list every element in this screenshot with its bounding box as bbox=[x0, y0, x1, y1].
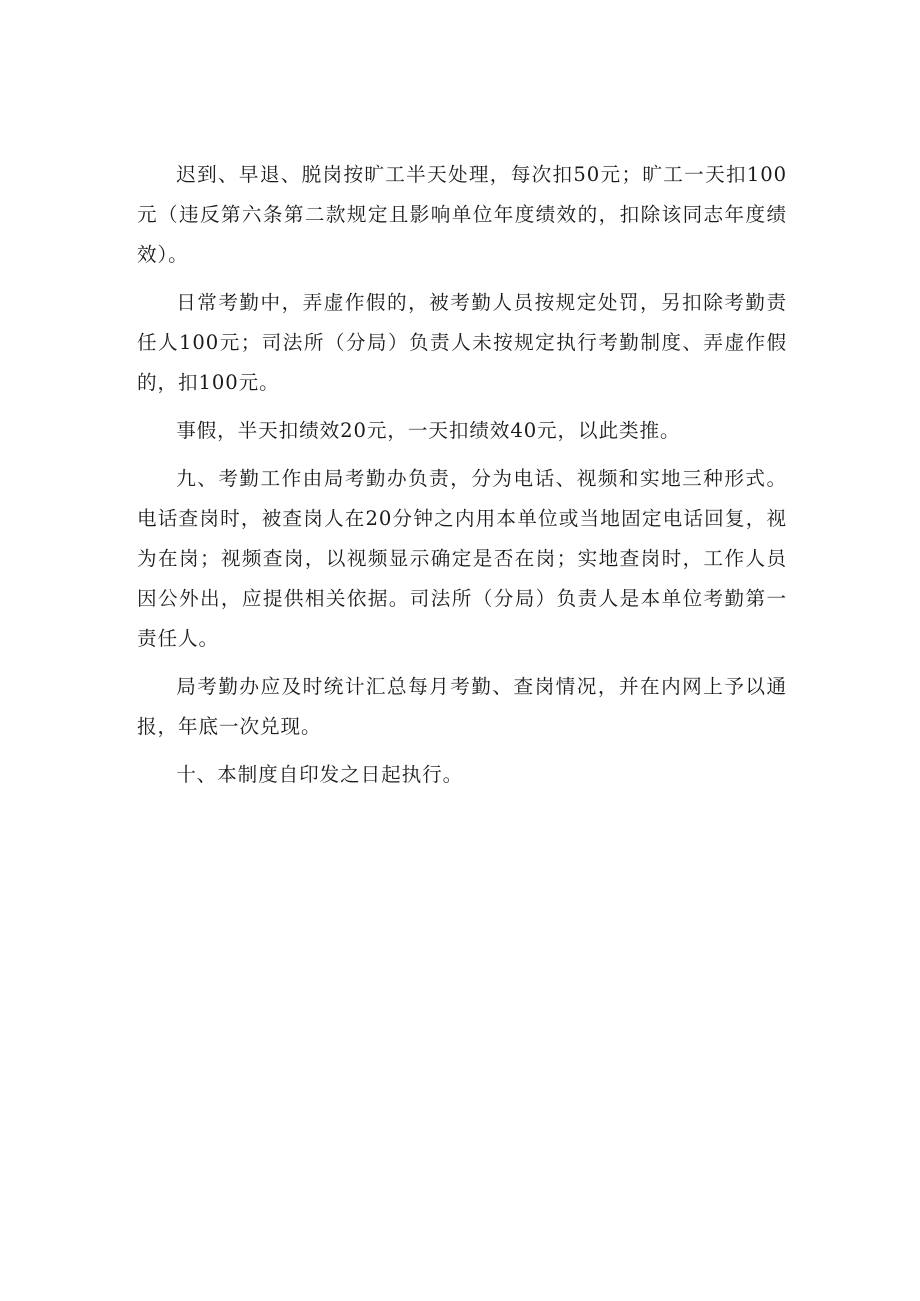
paragraph-personal-leave: 事假，半天扣绩效20元，一天扣绩效40元，以此类推。 bbox=[176, 419, 681, 442]
paragraph-falsification-penalty: 日常考勤中，弄虚作假的，被考勤人员按规定处罚，另扣除考勤责任人100元；司法所（分局）负责人未按规定执行考勤制度、弄虚作假的，扣100元。 bbox=[137, 291, 787, 394]
paragraph-late-absence-penalty: 迟到、早退、脱岗按旷工半天处理，每次扣50元；旷工一天扣100元（违反第六条第二款规定且影响单位年度绩效的，扣除该同志年度绩效）。 bbox=[137, 163, 787, 266]
paragraph-article-nine: 九、考勤工作由局考勤办负责，分为电话、视频和实地三种形式。电话查岗时，被查岗人在20分钟之内用本单位或当地固定电话回复，视为在岗；视频查岗，以视频显示确定是否在岗；实地查岗时，工作人员因公外出，应提供相关依据。司法所（分局）负责人是本单位考勤第一责任人。 bbox=[137, 467, 787, 650]
document-body bbox=[137, 155, 787, 803]
paragraph-article-ten: 十、本制度自印发之日起执行。 bbox=[176, 763, 464, 786]
paragraph-monthly-report: 局考勤办应及时统计汇总每月考勤、查岗情况，并在内网上予以通报，年底一次兑现。 bbox=[137, 675, 787, 738]
